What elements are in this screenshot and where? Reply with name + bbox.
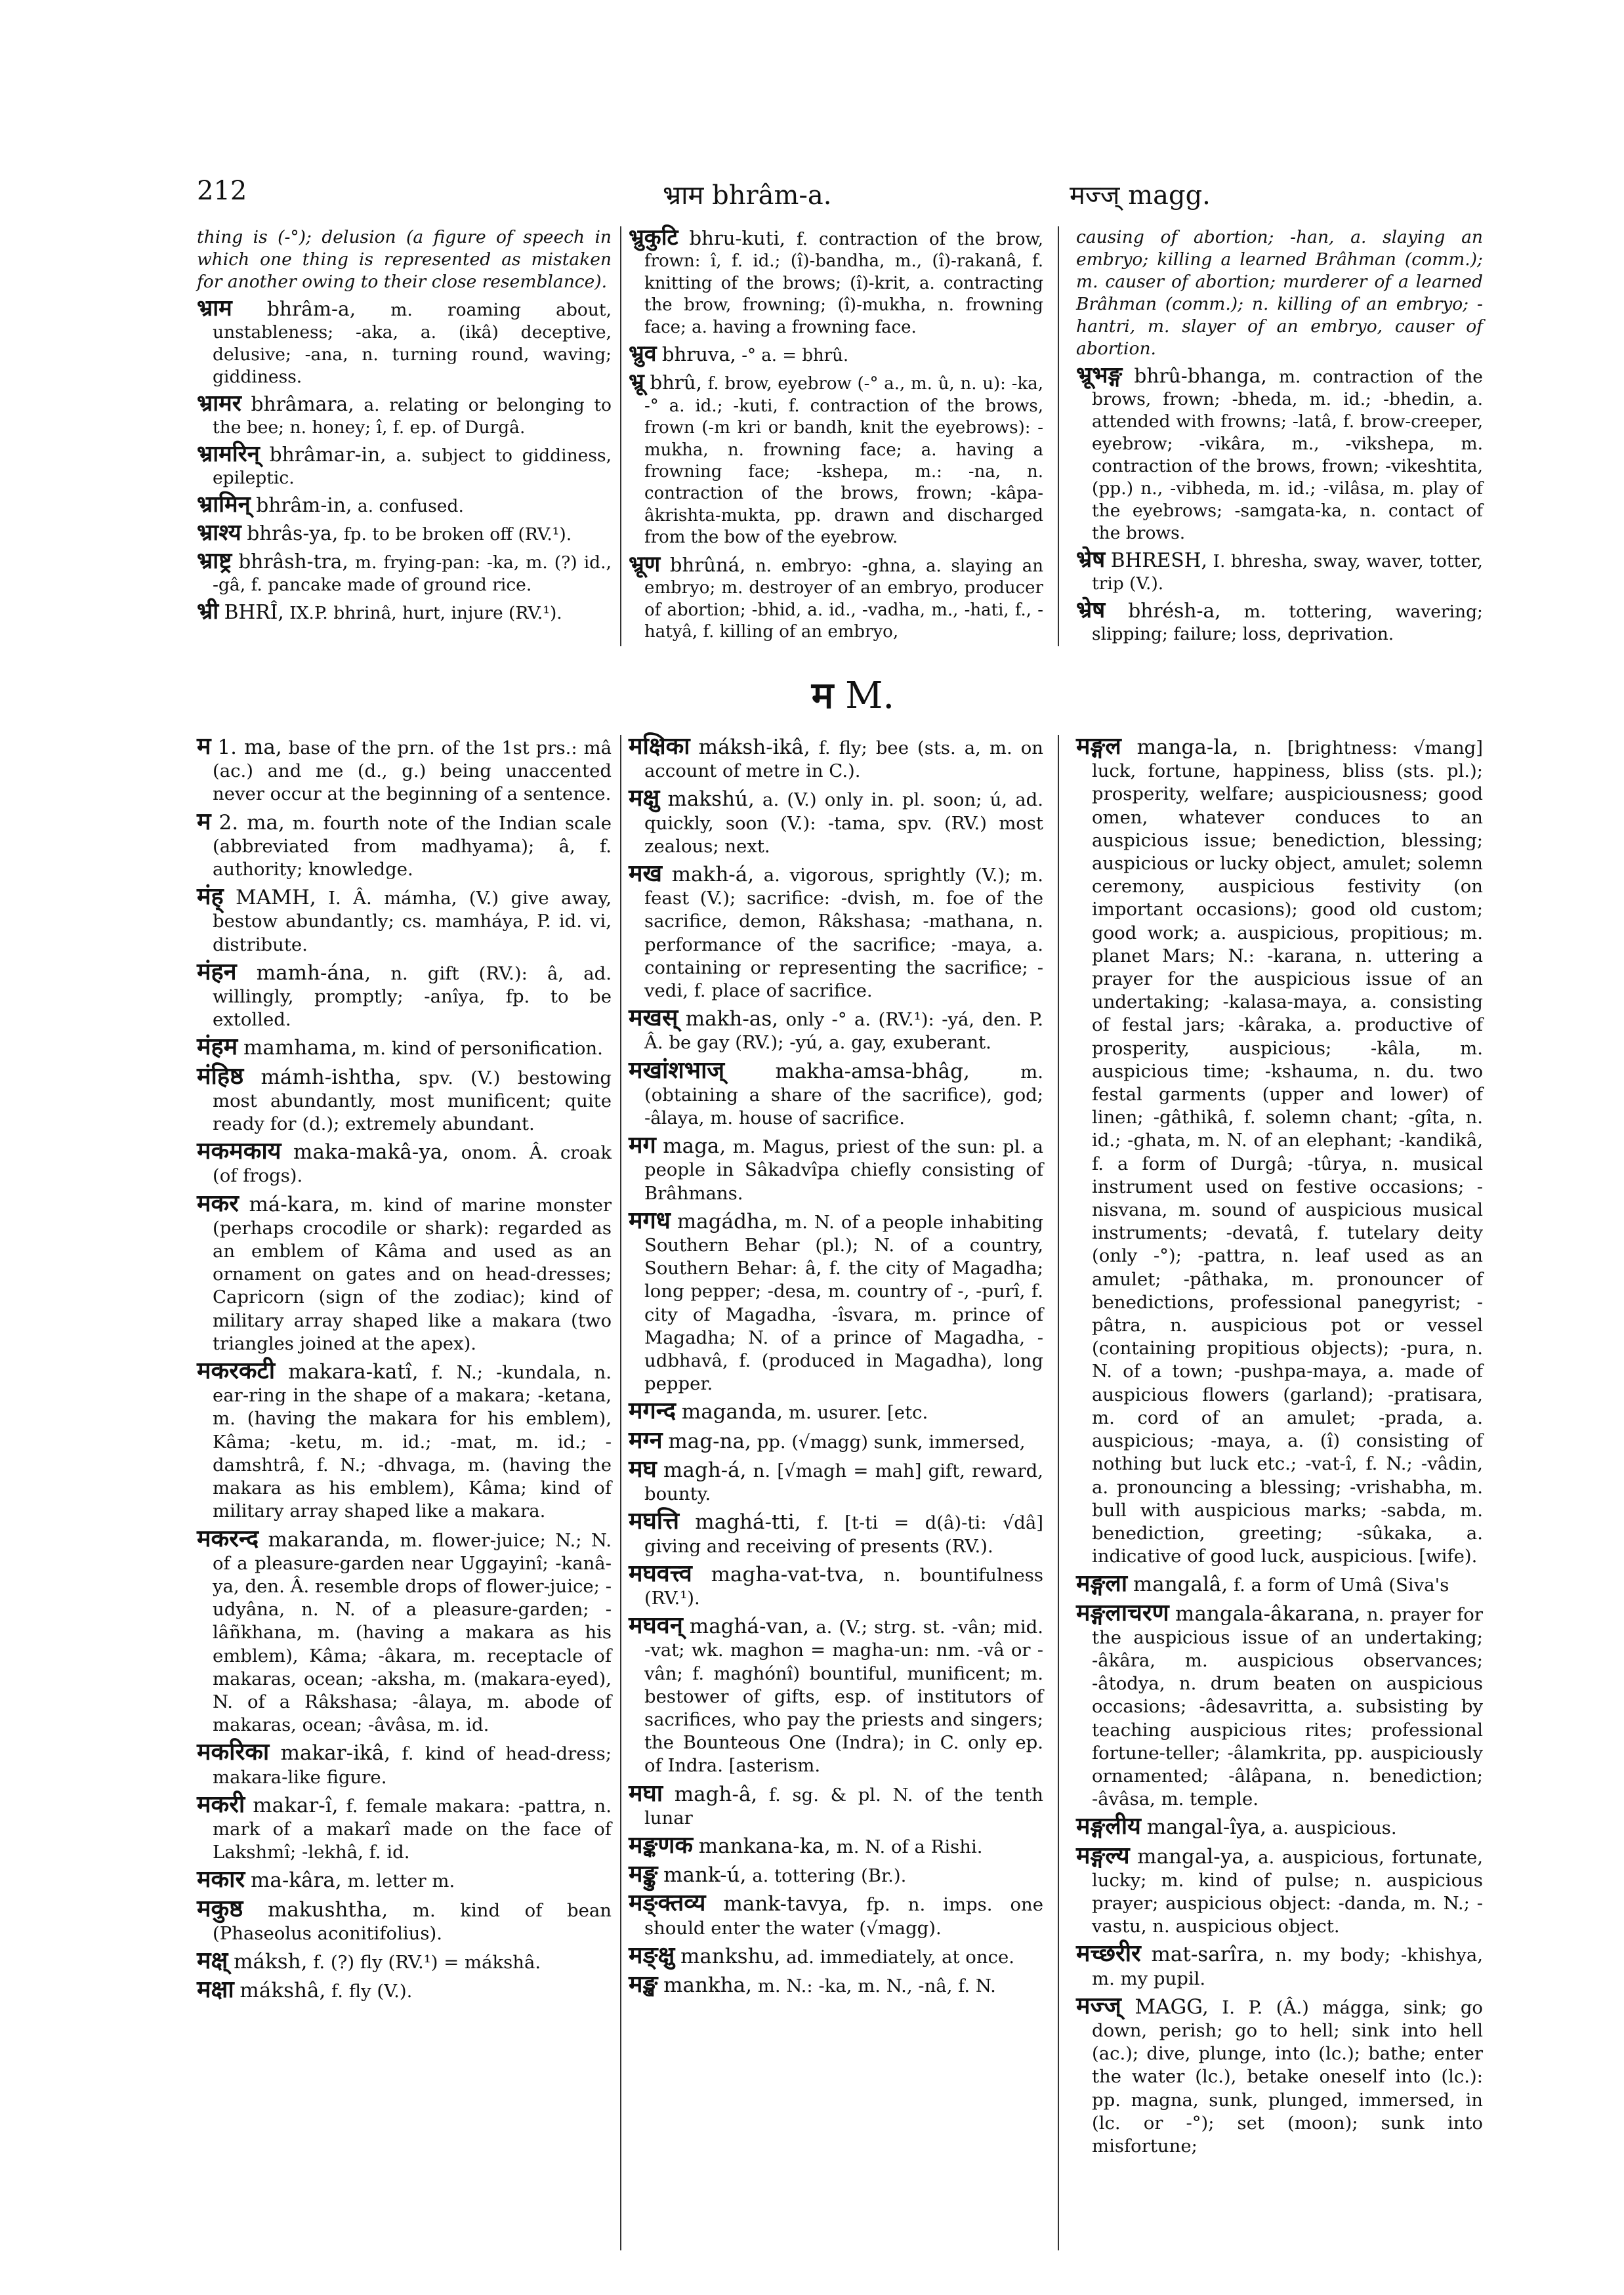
headword-transliteration: BHRESH, bbox=[1110, 548, 1208, 571]
dictionary-entry bbox=[629, 1941, 1043, 1969]
headword-transliteration: mankana-ka, bbox=[698, 1834, 831, 1858]
entry-definition: f. N.; -kundala, n. ear-ring in the shape of a makara; -ketana, m. (having the makara for his emblem), Kâma; -ketu, m. id.; -mat, m. id.; -damshtrâ, f. N.; -dhvaga, m. (having the makara as his emblem), Kâma; kind of military array shaped like a makara. bbox=[213, 1362, 612, 1522]
headword-devanagari: मङ्क्तव्य bbox=[629, 1890, 706, 1917]
entry-definition: n. [√magh = mah] gift, reward, bounty. bbox=[644, 1460, 1044, 1505]
dictionary-entry bbox=[197, 1868, 612, 1893]
headword-devanagari: मघत्ति bbox=[629, 1508, 680, 1535]
headword-transliteration: maghá-van, bbox=[689, 1615, 810, 1639]
headword-transliteration: magh-á, bbox=[663, 1458, 747, 1482]
headword-devanagari: मंहिष्ठ bbox=[197, 1062, 244, 1090]
headword-devanagari: मङ्ख bbox=[629, 1970, 658, 1998]
headword-devanagari: मखस् bbox=[629, 1004, 678, 1032]
entry-definition: n. gift (RV.): â, ad. willingly, promptly; -anîya, fp. to be extolled. bbox=[213, 962, 612, 1031]
headword-transliteration: mamhama, bbox=[243, 1036, 358, 1060]
entry-definition: f. sg. & pl. N. of the tenth lunar bbox=[644, 1784, 1043, 1829]
entry-definition: spv. (V.) bestowing most abundantly, most munificent; quite ready for (d.); extremely abundant. bbox=[213, 1067, 612, 1135]
dictionary-entry bbox=[197, 810, 612, 882]
entry-definition: -° a. = bhrû. bbox=[741, 346, 849, 366]
entry-definition: f. (?) fly (RV.¹) = mákshâ. bbox=[313, 1951, 541, 1973]
entry-definition: n. my body; -khishya, m. my pupil. bbox=[1092, 1945, 1483, 1989]
dictionary-entry bbox=[1076, 1844, 1483, 1939]
entry-definition: m. tottering, wavering; slipping; failure; loss, deprivation. bbox=[1092, 602, 1483, 644]
entry-definition: m. N. of a people inhabiting Southern Behar (pl.); N. of a country, Southern Behar: â, f. the city of Magadha; long pepper; -desa, m. country of -, -purî, f. city of Magadha, -îsvara, m. prince of Magadha; N. of a prince of Magadha, -udbhavâ, f. (produced in Magadha), long pepper. bbox=[644, 1211, 1043, 1395]
dictionary-entry bbox=[197, 1035, 612, 1060]
headword-devanagari: भ्रामिन् bbox=[197, 491, 251, 518]
headword-transliteration: makh-á, bbox=[671, 863, 755, 887]
headword-transliteration: makara-katî, bbox=[288, 1360, 419, 1384]
headword-devanagari: मङ्गल्य bbox=[1076, 1842, 1130, 1869]
headword-transliteration: magha-vat-tva, bbox=[711, 1562, 865, 1586]
column-rule bbox=[1058, 735, 1059, 2250]
dictionary-entry bbox=[197, 550, 612, 596]
headword-devanagari: मकरन्द bbox=[197, 1525, 259, 1552]
top-column-2 bbox=[629, 226, 1043, 646]
headword-transliteration: bhrû, bbox=[650, 371, 702, 394]
entry-definition: f. a form of Umâ (Siva's bbox=[1233, 1575, 1449, 1596]
headword-transliteration: magh-â, bbox=[674, 1782, 758, 1806]
dictionary-entry bbox=[1076, 599, 1483, 646]
headword-devanagari: म bbox=[197, 808, 211, 835]
dictionary-entry bbox=[197, 1527, 612, 1737]
headword-devanagari: भ्रुव bbox=[629, 341, 657, 367]
headword-transliteration: mag-na, bbox=[668, 1429, 751, 1453]
headword-devanagari: मग bbox=[629, 1132, 656, 1159]
dictionary-entry bbox=[1076, 1942, 1483, 1990]
right-guide-word: मज्ज् magg. bbox=[1070, 180, 1211, 211]
entry-definition: f. female makara: -pattra, n. mark of a makarî made on the face of Lakshmî; -lekhâ, f. id. bbox=[213, 1795, 612, 1863]
dictionary-entry bbox=[629, 550, 1043, 644]
headword-devanagari: मकरी bbox=[197, 1790, 245, 1818]
headword-transliteration: mamh-ána, bbox=[256, 961, 371, 985]
entry-definition: a. relating or belonging to the bee; n. honey; î, f. ep. of Durgâ. bbox=[213, 395, 612, 438]
dictionary-entry bbox=[629, 1134, 1043, 1205]
entry-definition: m. flower-juice; N.; N. of a pleasure-garden near Uggayinî; -kanâ-ya, den. Â. resemble drops of flower-juice; -udyâna, n. N. of a pleasure-garden; -lâñkhana, m. (having a makara as his emblem), Kâma; -âkara, m. receptacle of makaras, ocean; -aksha, m. (makara-eyed), N. of a Râkshasa; -âlaya, m. abode of makaras, ocean; -âvâsa, m. id. bbox=[213, 1529, 612, 1736]
entry-definition: I. bhresha, sway, waver, totter, trip (V.). bbox=[1092, 551, 1483, 594]
dictionary-entry bbox=[629, 1892, 1043, 1939]
dictionary-entry bbox=[629, 226, 1043, 339]
headword-devanagari: मग्न bbox=[629, 1426, 663, 1454]
headword-transliteration: ma-kâra, bbox=[250, 1869, 342, 1893]
headword-transliteration: máksh, bbox=[234, 1949, 308, 1974]
entry-definition: only -° a. (RV.¹): -yá, den. P. Â. be gay (RV.); -yú, a. gay, exuberant. bbox=[644, 1009, 1043, 1054]
headword-transliteration: makshú, bbox=[667, 787, 755, 812]
dictionary-entry bbox=[629, 1779, 1043, 1830]
headword-devanagari: मज्ज् bbox=[1076, 1992, 1121, 2019]
headword-devanagari: भ्राश्य bbox=[197, 520, 241, 546]
entry-continuation: thing is (-°); delusion (a figure of speech in which one thing is represented as mistaken for another owing to their close resemblance). bbox=[197, 227, 612, 292]
headword-devanagari: भ्रूण bbox=[629, 550, 661, 577]
dictionary-entry bbox=[1076, 1572, 1483, 1597]
section-letter-devanagari: म bbox=[811, 674, 834, 717]
dictionary-entry bbox=[1076, 1599, 1483, 1811]
entry-definition: n. embryo: -ghna, a. slaying an embryo; m. destroyer of an embryo, producer of abortion; -bhid, a. id., -vadha, m., -hati, f., -hatyâ, f. killing of an embryo, bbox=[644, 556, 1043, 642]
dictionary-entry bbox=[1076, 548, 1483, 595]
headword-transliteration: 1. ma, bbox=[217, 735, 282, 759]
headword-transliteration: mank-tavya, bbox=[723, 1892, 849, 1916]
dictionary-entry bbox=[197, 1359, 612, 1523]
headword-devanagari: मंह् bbox=[197, 883, 224, 911]
headword-transliteration: mat-sarîra, bbox=[1151, 1943, 1265, 1967]
headword-devanagari: मंहन bbox=[197, 958, 237, 985]
headword-devanagari: भ्राष्ट्र bbox=[197, 548, 232, 574]
headword-transliteration: bhrû-bhanga, bbox=[1134, 364, 1267, 387]
headword-transliteration: bhrâm-in, bbox=[256, 493, 352, 516]
headword-devanagari: मङ्गल bbox=[1076, 733, 1121, 760]
headword-transliteration: bhrâm-a, bbox=[266, 297, 356, 320]
headword-devanagari: मघवत्त्व bbox=[629, 1560, 692, 1587]
entry-continuation: causing of abortion; -han, a. slaying an embryo; killing a learned Brâhman (comm.); m. causer of abortion; murderer of a learned Brâhman (comm.); n. killing of an embryo; -hantri, m. slayer of an embryo, causer of abortion. bbox=[1076, 227, 1483, 359]
dictionary-entry bbox=[1076, 1992, 1483, 2158]
entry-definition: m. frying-pan: -ka, m. (?) id., -gâ, f. pancake made of ground rice. bbox=[213, 552, 612, 595]
headword-transliteration: má-kara, bbox=[249, 1192, 341, 1216]
dictionary-entry bbox=[1076, 735, 1483, 1568]
entry-definition: fp. to be broken off (RV.¹). bbox=[343, 524, 572, 545]
dictionary-entry bbox=[629, 1831, 1043, 1859]
top-column-3 bbox=[1076, 226, 1483, 646]
headword-transliteration: makha-amsa-bhâg, bbox=[775, 1059, 970, 1083]
left-guide-word: भ्राम bhrâm-a. bbox=[663, 180, 832, 211]
dictionary-entry bbox=[197, 297, 612, 388]
headword-devanagari: भ्रामर bbox=[197, 390, 241, 417]
headword-transliteration: mangal-îya, bbox=[1146, 1815, 1267, 1840]
entry-definition: a. auspicious. bbox=[1272, 1817, 1397, 1839]
page-number: 212 bbox=[197, 176, 247, 206]
entry-definition: a. vigorous, sprightly (V.); m. feast (V.); sacrifice: -dvish, m. foe of the sacrifice, demon, Râkshasa; -mathana, n. performance of the sacrifice; -maya, a. containing or representing the sacrifice; -vedi, f. place of sacrifice. bbox=[644, 865, 1043, 1002]
entry-definition: m. fourth note of the Indian scale (abbreviated from madhyama); â, f. authority; knowledge. bbox=[213, 812, 612, 880]
headword-transliteration: bhrûná, bbox=[669, 553, 746, 576]
entry-definition: fp. n. imps. one should enter the water (√magg). bbox=[644, 1894, 1043, 1939]
headword-transliteration: mangal-ya, bbox=[1137, 1844, 1251, 1869]
headword-transliteration: mangala-âkarana, bbox=[1175, 1602, 1361, 1626]
headword-transliteration: makaranda, bbox=[268, 1527, 391, 1552]
entry-definition: m. letter m. bbox=[347, 1871, 455, 1892]
bottom-column-3 bbox=[1076, 735, 1483, 2250]
headword-devanagari: मंहम bbox=[197, 1033, 238, 1061]
entry-definition: IX.P. bhrinâ, hurt, injure (RV.¹). bbox=[289, 603, 562, 623]
dictionary-entry bbox=[1076, 1815, 1483, 1840]
section-heading bbox=[709, 669, 997, 722]
dictionary-entry bbox=[1076, 364, 1483, 545]
headword-devanagari: मकुष्ठ bbox=[197, 1895, 243, 1922]
dictionary-entry bbox=[629, 1863, 1043, 1888]
dictionary-entry bbox=[629, 735, 1043, 783]
headword-devanagari: मङ्क्षु bbox=[629, 1941, 675, 1969]
headword-devanagari: मङ्गला bbox=[1076, 1570, 1128, 1598]
headword-devanagari: मगन्द bbox=[629, 1397, 677, 1425]
entry-definition: f. kind of head-dress; makara-like figure. bbox=[213, 1743, 612, 1788]
entry-definition: f. [t-ti = d(â)-ti: √dâ] giving and receiving of presents (RV.). bbox=[644, 1512, 1043, 1557]
dictionary-entry bbox=[629, 1510, 1043, 1558]
headword-transliteration: bhrâmara, bbox=[251, 392, 354, 415]
entry-definition: ad. immediately, at once. bbox=[786, 1946, 1014, 1968]
dictionary-entry bbox=[197, 735, 612, 806]
headword-transliteration: bhru-kuti, bbox=[689, 227, 786, 249]
dictionary-entry bbox=[629, 371, 1043, 548]
headword-transliteration: maghá-tti, bbox=[695, 1510, 801, 1535]
dictionary-entry bbox=[629, 1426, 1043, 1454]
headword-devanagari: भ्रुकुटि bbox=[629, 224, 678, 250]
dictionary-entry bbox=[197, 1949, 612, 1974]
headword-transliteration: makh-as, bbox=[685, 1007, 779, 1031]
dictionary-entry bbox=[197, 958, 612, 1032]
headword-transliteration: mankshu, bbox=[680, 1944, 781, 1968]
headword-devanagari: मघ bbox=[629, 1455, 657, 1483]
dictionary-entry bbox=[197, 600, 612, 625]
headword-transliteration: makar-î, bbox=[253, 1793, 339, 1817]
entry-definition: m. contraction of the brows, frown; -bheda, m. id.; -bhedin, a. attended with frowns; -latâ, f. brow-creeper, eyebrow; -vikâra, m., -vikshepa, m. contraction of the brows, frown; -vikeshtita, (pp.) n., -vibheda, m. id.; -vilâsa, m. play of the eyebrows; -samgata-ka, n. contact of the brows. bbox=[1092, 367, 1483, 543]
column-rule bbox=[620, 226, 621, 646]
headword-devanagari: मघवन् bbox=[629, 1612, 683, 1640]
entry-definition: onom. Â. croak (of frogs). bbox=[213, 1142, 612, 1187]
entry-definition: pp. (√magg) sunk, immersed, bbox=[757, 1431, 1026, 1453]
dictionary-entry bbox=[629, 342, 1043, 367]
dictionary-entry bbox=[197, 1741, 612, 1788]
headword-devanagari: मकरिका bbox=[197, 1739, 270, 1766]
headword-devanagari: मकार bbox=[197, 1866, 245, 1893]
dictionary-entry bbox=[197, 1790, 612, 1865]
headword-devanagari: भ्रामरिन् bbox=[197, 441, 260, 467]
dictionary-entry bbox=[629, 1399, 1043, 1424]
headword-devanagari: मङ्गलाचरण bbox=[1076, 1599, 1169, 1626]
headword-devanagari: भ्रेष bbox=[1076, 547, 1106, 573]
entry-definition: n. [brightness: √mang] luck, fortune, happiness, bliss (sts. pl.); prosperity, welfare; auspiciousness; good omen, whatever conduces to an auspicious issue; benediction, blessing; auspicious or lucky object, amulet; solemn ceremony, auspicious festivity (on important occasions); good old custom; good work; a. auspicious, propitious; m. planet Mars; N.: -karana, n. uttering a prayer for the auspicious issue of an undertaking; -kalasa-maya, a. consisting of festal jars; -kâraka, a. productive of prosperity, auspicious; -kâla, m. auspicious time; -kshauma, n. du. two festal garments (upper and lower) of linen; -gâthikâ, f. solemn chant; -gîta, n. id.; -ghata, m. N. of an elephant; -kandikâ, f. a form of Durgâ; -tûrya, n. musical instrument used on festive occasions; -nisvana, m. sound of auspicious musical instruments; -devatâ, f. tutelary deity (only -°); -pattra, n. leaf used as an amulet; -pâthaka, m. pronouncer of benedictions, professional panegyrist; -pâtra, n. auspicious pot or vessel (containing propitious objects); -pura, n. N. of a town; -pushpa-maya, a. made of auspicious flowers (garland); -pratisara, m. cord of an amulet; -prada, a. auspicious; -maya, a. (î) consisting of nothing but luck etc.; -vat-î, f. N.; -vâdin, a. pronouncing a blessing; -vrishabha, m. bull with auspicious marks; -sabda, m. benediction, greeting; -sûkaka, a. indicative of good luck, auspicious. [wife). bbox=[1092, 737, 1483, 1567]
dictionary-entry bbox=[629, 1614, 1043, 1777]
headword-transliteration: mámh-ishtha, bbox=[260, 1065, 402, 1089]
headword-devanagari: भ्रूभङ्ग bbox=[1076, 362, 1123, 388]
headword-transliteration: mákshâ, bbox=[239, 1979, 326, 2003]
entry-definition: f. fly (V.). bbox=[331, 1981, 413, 2002]
entry-definition: m. usurer. [etc. bbox=[788, 1402, 928, 1424]
headword-devanagari: मखांशभाज् bbox=[629, 1056, 725, 1084]
headword-devanagari: मकरकटी bbox=[197, 1357, 276, 1385]
entry-definition: m. Magus, priest of the sun: pl. a people in Sâkadvîpa chiefly consisting of Brâhmans. bbox=[644, 1136, 1043, 1204]
dictionary-entry bbox=[197, 1140, 612, 1188]
headword-transliteration: maka-makâ-ya, bbox=[293, 1140, 449, 1165]
dictionary-entry bbox=[197, 493, 612, 518]
entry-definition: a. tottering (Br.). bbox=[752, 1865, 907, 1887]
entry-definition: n. bountifulness (RV.¹). bbox=[644, 1564, 1043, 1609]
dictionary-entry bbox=[197, 1062, 612, 1136]
bottom-column-1 bbox=[197, 735, 612, 2250]
entry-definition: a. (V.) only in. pl. soon; ú, ad. quickly, soon (V.): -tama, spv. (RV.) most zealous; next. bbox=[644, 789, 1043, 857]
dictionary-entry bbox=[629, 862, 1043, 1003]
section-letter-latin: M. bbox=[845, 674, 895, 717]
headword-devanagari: म bbox=[197, 733, 211, 760]
headword-transliteration: bhrésh-a, bbox=[1128, 599, 1221, 622]
dictionary-entry bbox=[629, 1455, 1044, 1506]
entry-definition: m. N. of a Rishi. bbox=[836, 1836, 983, 1857]
entry-definition: f. fly; bee (sts. a, m. on account of metre in C.). bbox=[644, 737, 1043, 782]
entry-definition: f. brow, eyebrow (-° a., m. û, n. u): -ka, -° a. id.; -kuti, f. contraction of the brows, frown (-m kri or bandh, knit the eyebrows): -mukha, n. frowning face; a. having a frowning face; -kshepa, m.: -na, n. contraction of the brows, frown; -kâpa-âkrishta-mukta, pp. drawn and discharged from the bow of the eyebrow. bbox=[644, 374, 1044, 548]
entry-definition: m. roaming about, unstableness; -aka, a. (ikâ) deceptive, delusive; -ana, n. turning round, waving; giddiness. bbox=[213, 300, 612, 387]
headword-devanagari: मकर bbox=[197, 1189, 239, 1217]
entry-definition: m. kind of personification. bbox=[363, 1038, 603, 1060]
headword-transliteration: mangalâ, bbox=[1133, 1573, 1228, 1597]
dictionary-entry bbox=[629, 1562, 1043, 1610]
headword-devanagari: मगध bbox=[629, 1207, 671, 1234]
headword-devanagari: भ्रू bbox=[629, 369, 644, 395]
top-column-1 bbox=[197, 226, 612, 646]
dictionary-entry bbox=[197, 522, 612, 546]
dictionary-entry bbox=[197, 392, 612, 439]
headword-transliteration: makar-ikâ, bbox=[280, 1741, 391, 1766]
headword-transliteration: makushtha, bbox=[268, 1897, 388, 1922]
dictionary-entry bbox=[197, 885, 612, 957]
entry-definition: a. (V.; strg. st. -vân; mid. -vat; wk. maghon = magha-un: nm. -vâ or -vân; f. maghónî) bountiful, munificent; m. bestower of gifts, esp. of institutors of sacrifices, who pay the priests and singers; the Bounteous One (Indra); in C. only ep. of Indra. [asterism. bbox=[644, 1617, 1044, 1777]
dictionary-entry bbox=[629, 1970, 1043, 1998]
headword-transliteration: maganda, bbox=[681, 1400, 783, 1424]
headword-devanagari: मङ्कणक bbox=[629, 1831, 693, 1859]
dictionary-entry bbox=[197, 1189, 612, 1355]
running-header bbox=[197, 176, 1483, 215]
bottom-column-2 bbox=[629, 735, 1043, 2250]
headword-devanagari: मक्षु bbox=[629, 785, 660, 812]
headword-transliteration: mank-ú, bbox=[663, 1863, 747, 1888]
dictionary-entry bbox=[197, 443, 612, 489]
headword-devanagari: मङ्गलीय bbox=[1076, 1813, 1141, 1840]
entry-definition: I. Â. mámha, (V.) give away, bestow abundantly; cs. mamháya, P. id. vi, distribute. bbox=[213, 888, 612, 955]
entry-definition: a. subject to giddiness, epileptic. bbox=[213, 445, 612, 488]
entry-definition: m. kind of bean (Phaseolus aconitifolius). bbox=[213, 1899, 612, 1944]
entry-definition: m. N.: -ka, m. N., -nâ, f. N. bbox=[757, 1975, 996, 1996]
headword-devanagari: मक्षा bbox=[197, 1976, 234, 2004]
headword-transliteration: BHRÎ, bbox=[224, 600, 284, 623]
headword-transliteration: MAMH, bbox=[236, 886, 316, 910]
dictionary-entry bbox=[629, 1056, 1043, 1130]
dictionary-entry bbox=[197, 1978, 612, 2003]
headword-transliteration: bhruva, bbox=[661, 343, 736, 366]
headword-transliteration: mankha, bbox=[663, 1973, 753, 1997]
entry-definition: base of the prn. of the 1st prs.: mâ (ac.) and me (d., g.) being unaccented never occur at the beginning of a sentence. bbox=[213, 737, 612, 805]
dictionary-entry bbox=[629, 1209, 1043, 1396]
dictionary-entry bbox=[629, 1006, 1043, 1054]
entry-definition: a. confused. bbox=[357, 496, 464, 516]
headword-devanagari: मच्छरीर bbox=[1076, 1940, 1141, 1968]
headword-devanagari: भ्री bbox=[197, 598, 219, 625]
headword-transliteration: maga, bbox=[663, 1134, 726, 1159]
entry-definition: f. contraction of the brow, frown: î, f. id.; (î)-bandha, m., (î)-rakanâ, f. knitting of the brows; (î)-krit, a. contracting the brow, frowning; (î)-mukha, n. frowning face; a. having a frowning face. bbox=[644, 230, 1043, 337]
headword-transliteration: manga-la, bbox=[1136, 735, 1239, 759]
headword-transliteration: bhrâmar-in, bbox=[269, 443, 386, 466]
headword-devanagari: मक्ष् bbox=[197, 1947, 228, 1974]
entry-definition: m. (obtaining a share of the sacrifice), god; -âlaya, m. house of sacrifice. bbox=[644, 1061, 1043, 1129]
headword-transliteration: bhrâs-ya, bbox=[247, 522, 339, 545]
headword-devanagari: मङ्कु bbox=[629, 1861, 658, 1888]
dictionary-entry bbox=[197, 1897, 612, 1945]
dictionary-entry bbox=[629, 787, 1043, 858]
column-rule bbox=[620, 735, 621, 2250]
entry-definition: a. auspicious, fortunate, lucky; m. kind of pulse; n. auspicious prayer; auspicious object: -danda, m. N.; -vastu, n. auspicious object. bbox=[1092, 1846, 1484, 1937]
headword-transliteration: bhrâsh-tra, bbox=[238, 550, 348, 573]
headword-transliteration: magádha, bbox=[677, 1209, 779, 1233]
headword-transliteration: máksh-ikâ, bbox=[698, 735, 810, 759]
headword-devanagari: मघा bbox=[629, 1779, 663, 1807]
column-rule bbox=[1058, 226, 1059, 646]
headword-devanagari: भ्राम bbox=[197, 295, 232, 321]
headword-transliteration: 2. ma, bbox=[219, 810, 285, 835]
headword-devanagari: मख bbox=[629, 860, 662, 888]
headword-transliteration: MAGG, bbox=[1135, 1995, 1209, 2019]
headword-devanagari: मक्षिका bbox=[629, 733, 690, 760]
entry-definition: n. prayer for the auspicious issue of an undertaking; -âkâra, m. auspicious observances; -âtodya, n. drum beaten on auspicious occasions; -âdesavritta, a. subsisting by teaching auspicious rites; professional fortune-teller; -âlamkrita, pp. auspiciously ornamented; -âlâpana, n. benediction; -âvâsa, m. temple. bbox=[1092, 1603, 1483, 1810]
headword-devanagari: भ्रेष bbox=[1076, 597, 1106, 623]
headword-devanagari: मकमकाय bbox=[197, 1138, 281, 1165]
entry-definition: m. kind of marine monster (perhaps crocodile or shark): regarded as an emblem of Kâma and used as an ornament on gates and on head-dresses; Capricorn (sign of the zodiac); kind of military array shaped like a makara (two triangles joined at the apex). bbox=[213, 1194, 612, 1354]
entry-definition: I. P. (Â.) mágga, sink; go down, perish; go to hell; sink into hell (ac.); dive, plunge, into (lc.); bathe; enter the water (lc.), betake oneself into (lc.): pp. magna, sunk, plunged, immersed, in (lc. or -°); set (moon); sunk into misfortune; bbox=[1092, 1996, 1483, 2157]
